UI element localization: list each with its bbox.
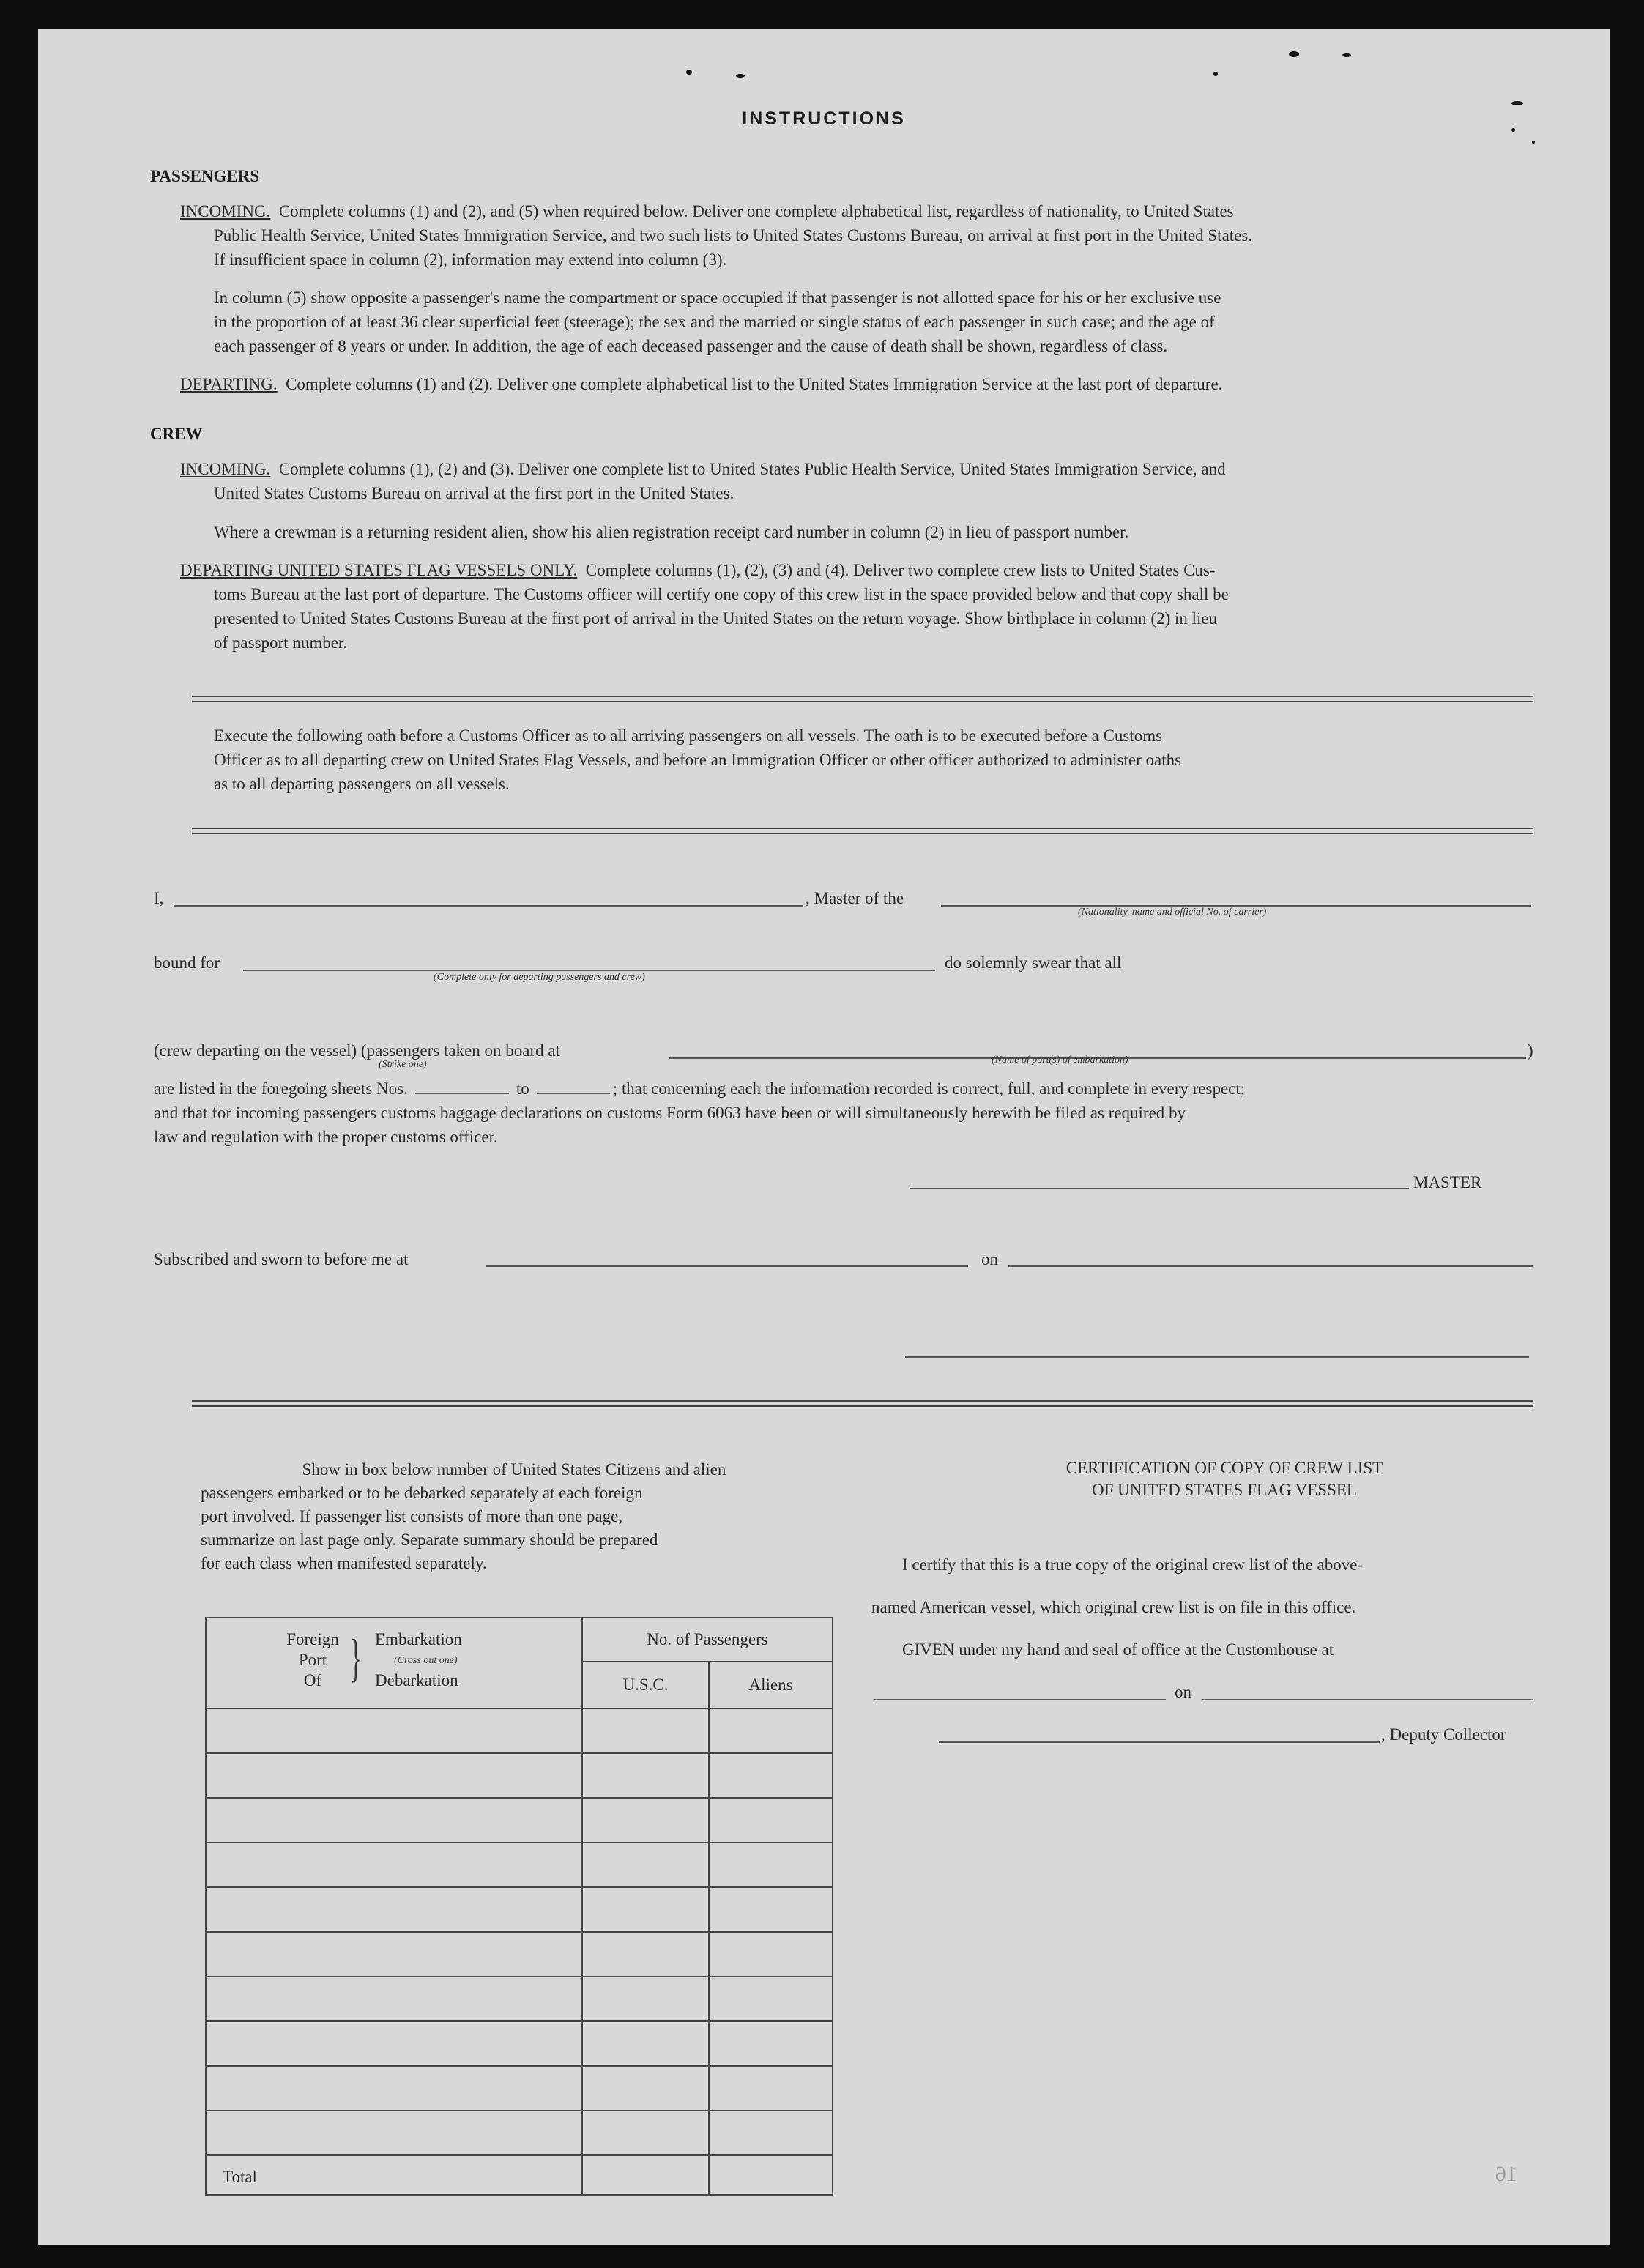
crew-flag-line-3: presented to United States Customs Bureau at the first port of arrival in the United States on the return voyage. Show birthplace in column (2) in lieu (214, 609, 1218, 628)
passengers-incoming-line-2: Public Health Service, United States Immigration Service, and two such lists to United States Customs Bureau, on arrival at first port in the United States. (214, 226, 1253, 245)
summary-line-4: summarize on last page only. Separate summary should be prepared (201, 1531, 658, 1549)
th-cross-out: (Cross out one) (394, 1655, 458, 1666)
listed-sheets-text: are listed in the foregoing sheets Nos. (154, 1079, 408, 1098)
summary-line-2: passengers embarked or to be debarked separately at each foreign (201, 1484, 643, 1502)
scan-speck (736, 74, 745, 78)
crew-incoming-line-2: United States Customs Bureau on arrival at the first port in the United States. (214, 484, 734, 502)
column5-line-3: each passenger of 8 years or under. In addition, the age of each deceased passenger and the cause of death shall be shown, regardless of class. (214, 337, 1168, 355)
section-divider (192, 1400, 1533, 1407)
scan-speck (1511, 101, 1523, 105)
crew-resident-line: Where a crewman is a returning resident alien, show his alien registration receipt card number in column (2) in lieu of passport number. (214, 523, 1129, 541)
oath-intro-line-2: Officer as to all departing crew on United States Flag Vessels, and before an Immigration Officer or other officer authorized to administer oaths (214, 751, 1182, 769)
strike-one-caption: (Strike one) (379, 1059, 427, 1070)
table-row-line (207, 2154, 832, 2156)
table-row-line (207, 2065, 832, 2067)
subscribed-date-field[interactable] (1008, 1265, 1533, 1267)
oath-name-field[interactable] (174, 905, 803, 907)
deputy-signature-field[interactable] (939, 1741, 1380, 1743)
table-row-line (207, 1931, 832, 1933)
summary-line-1: Show in box below number of United States Citizens and alien (302, 1460, 726, 1479)
table-row-line (207, 1976, 832, 1977)
th-of: Of (303, 1671, 322, 1689)
master-label: MASTER (1413, 1173, 1482, 1191)
table-row-line (207, 1797, 832, 1799)
sheet-to-field[interactable] (537, 1078, 610, 1094)
listed-line-1 (154, 1077, 1245, 1101)
certification-title-1: CERTIFICATION OF COPY OF CREW LIST (1065, 1459, 1383, 1477)
document-page (38, 29, 1610, 2245)
scan-speck (1342, 53, 1351, 57)
passengers-departing-line (180, 372, 1222, 396)
subscribed-on-label: on (981, 1250, 998, 1268)
bound-for-caption: (Complete only for departing passengers and crew) (434, 972, 645, 983)
certification-date-field[interactable] (1202, 1699, 1533, 1700)
sheet-from-field[interactable] (415, 1078, 509, 1094)
th-aliens: Aliens (748, 1676, 793, 1694)
table-column-divider (708, 1661, 710, 2194)
crew-flag-line-2: toms Bureau at the last port of departure. The Customs officer will certify one copy of this crew list in the space provided below and that copy shall be (214, 585, 1229, 603)
column5-line-1: In column (5) show opposite a passenger's name the compartment or space occupied if that passenger is not allotted space for his or her exclusive use (214, 289, 1221, 307)
passengers-departing-text: Complete columns (1) and (2). Deliver one complete alphabetical list to the United States Immigration Service at the last port of departure. (286, 375, 1223, 393)
close-paren: ) (1528, 1041, 1533, 1060)
page-number: 16 (1495, 2162, 1517, 2186)
summary-line-5: for each class when manifested separately. (201, 1554, 487, 1572)
customhouse-field[interactable] (874, 1699, 1166, 1700)
section-divider (192, 696, 1533, 702)
passengers-incoming-label: INCOMING. (180, 202, 271, 220)
page-title: INSTRUCTIONS (742, 108, 906, 129)
bound-for-label: bound for (154, 953, 220, 972)
listed-line-3: law and regulation with the proper customs officer. (154, 1128, 498, 1146)
listed-line-2: and that for incoming passengers customs baggage declarations on customs Form 6063 have been or will simultaneously herewith be filed as required by (154, 1104, 1186, 1122)
certification-line-1: I certify that this is a true copy of the original crew list of the above- (902, 1555, 1364, 1574)
summary-line-3: port involved. If passenger list consists of more than one page, (201, 1507, 623, 1525)
crew-flag-text-1: Complete columns (1), (2), (3) and (4). Deliver two complete crew lists to United States Cus- (585, 561, 1216, 579)
oath-i-label: I, (154, 889, 164, 907)
certification-title-2: OF UNITED STATES FLAG VESSEL (1092, 1481, 1357, 1499)
crew-incoming-line-1 (180, 457, 1226, 481)
subscribed-place-field[interactable] (486, 1265, 968, 1267)
listed-correct-text: ; that concerning each the information recorded is correct, full, and complete in every respect; (612, 1079, 1246, 1098)
table-row-line (207, 1752, 832, 1754)
passengers-heading: PASSENGERS (150, 167, 260, 185)
certification-line-2: named American vessel, which original crew list is on file in this office. (871, 1598, 1356, 1616)
master-signature-field[interactable] (910, 1188, 1409, 1189)
scan-speck (686, 70, 692, 75)
passengers-incoming-line-1 (180, 199, 1234, 223)
oath-intro-line-3: as to all departing passengers on all vessels. (214, 775, 510, 793)
table-total-label: Total (223, 2168, 257, 2186)
crew-flag-line-1 (180, 558, 1216, 582)
deputy-collector-label: , Deputy Collector (1381, 1725, 1506, 1744)
column5-line-2: in the proportion of at least 36 clear superficial feet (steerage); the sex and the married or single status of each passenger in such case; and the age of (214, 313, 1215, 331)
passengers-incoming-line-3: If insufficient space in column (2), information may extend into column (3). (214, 250, 727, 269)
th-foreign: Foreign (286, 1630, 339, 1648)
crew-heading: CREW (150, 425, 203, 443)
table-row-line (207, 1886, 832, 1888)
table-header-divider (581, 1661, 832, 1662)
passengers-incoming-text-1: Complete columns (1) and (2), and (5) when required below. Deliver one complete alphabetical list, regardless of nationality, to United States (278, 202, 1234, 220)
oath-master-of-label: , Master of the (806, 889, 904, 907)
section-divider (192, 828, 1533, 834)
scan-speck (1532, 141, 1535, 144)
passengers-departing-label: DEPARTING. (180, 375, 278, 393)
passenger-summary-table (205, 1617, 833, 2196)
th-usc: U.S.C. (622, 1676, 669, 1694)
certification-on-label: on (1175, 1683, 1191, 1701)
swear-text: do solemnly swear that all (945, 953, 1122, 972)
officer-signature-field[interactable] (905, 1356, 1529, 1358)
table-row-line (207, 2020, 832, 2022)
th-debarkation: Debarkation (375, 1671, 458, 1689)
port-caption: (Name of port(s) of embarkation) (992, 1055, 1128, 1066)
scan-speck (1213, 72, 1218, 76)
table-column-divider (581, 1618, 583, 2194)
th-embarkation: Embarkation (375, 1630, 462, 1648)
th-no-passengers: No. of Passengers (647, 1630, 768, 1648)
crew-incoming-text-1: Complete columns (1), (2) and (3). Deliver one complete list to United States Public Health Service, United States Immigration Service, and (278, 460, 1226, 478)
carrier-caption: (Nationality, name and official No. of carrier) (1078, 907, 1267, 918)
subscribed-label: Subscribed and sworn to before me at (154, 1250, 409, 1268)
table-row-line (207, 2110, 832, 2111)
crew-flag-label: DEPARTING UNITED STATES FLAG VESSELS ONLY. (180, 561, 578, 579)
th-port: Port (298, 1651, 327, 1669)
bound-for-field[interactable] (243, 970, 935, 971)
crew-departing-text: (crew departing on the vessel) (passengers taken on board at (154, 1041, 560, 1060)
listed-to-text: to (516, 1079, 529, 1098)
crew-incoming-label: INCOMING. (180, 460, 271, 478)
table-header-bottom (207, 1708, 832, 1709)
table-row-line (207, 1842, 832, 1843)
crew-flag-line-4: of passport number. (214, 633, 348, 652)
brace-icon: } (350, 1629, 362, 1687)
certification-given-line: GIVEN under my hand and seal of office at the Customhouse at (902, 1640, 1334, 1659)
oath-intro-line-1: Execute the following oath before a Customs Officer as to all arriving passengers on all vessels. The oath is to be executed before a Customs (214, 726, 1163, 745)
scan-speck (1289, 51, 1299, 57)
